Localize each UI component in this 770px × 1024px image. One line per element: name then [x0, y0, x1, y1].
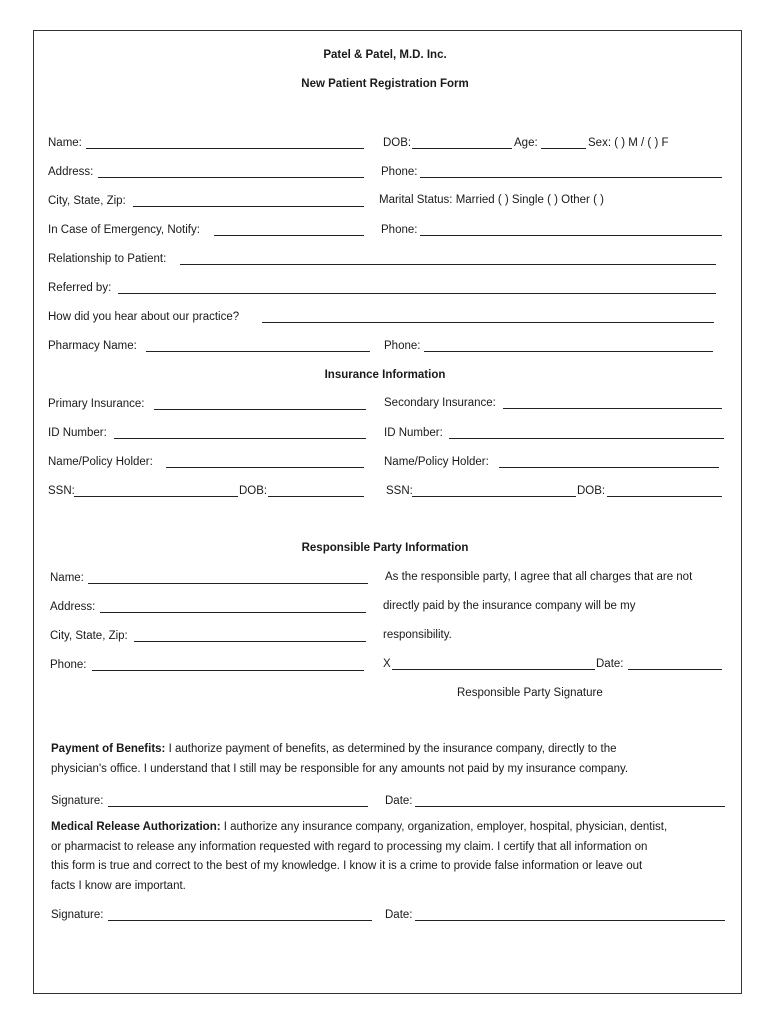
- patient-address-field[interactable]: [98, 177, 364, 178]
- patient-city-label: City, State, Zip:: [48, 195, 126, 207]
- primary-insurance-label: Primary Insurance:: [48, 398, 145, 410]
- benefits-signature-field[interactable]: [108, 806, 368, 807]
- responsible-signature-field[interactable]: [392, 669, 595, 670]
- patient-name-label: Name:: [48, 137, 82, 149]
- secondary-ssn-field[interactable]: [412, 496, 576, 497]
- primary-holder-field[interactable]: [166, 467, 364, 468]
- pharmacy-phone-label: Phone:: [384, 340, 421, 352]
- emergency-contact-field[interactable]: [214, 235, 364, 236]
- patient-sex-options[interactable]: Sex: ( ) M / ( ) F: [588, 137, 669, 149]
- responsible-name-field[interactable]: [88, 583, 368, 584]
- how-heard-label: How did you hear about our practice?: [48, 311, 240, 323]
- primary-insurance-field[interactable]: [154, 409, 366, 410]
- secondary-ssn-label: SSN:: [386, 485, 413, 497]
- patient-age-field[interactable]: [541, 148, 586, 149]
- primary-ssn-field[interactable]: [74, 496, 238, 497]
- benefits-line1: I authorize payment of benefits, as determined by the insurance company, directly to the: [165, 743, 617, 755]
- patient-dob-field[interactable]: [412, 148, 512, 149]
- release-line4: facts I know are important.: [51, 879, 186, 892]
- secondary-dob-label: DOB:: [577, 485, 606, 497]
- primary-holder-label: Name/Policy Holder:: [48, 456, 153, 468]
- responsible-phone-label: Phone:: [50, 659, 87, 671]
- form-title: New Patient Registration Form: [301, 78, 469, 90]
- release-line2: or pharmacist to release any information requested with regard to processing my claim. I certify that all information on: [51, 840, 648, 853]
- release-label: Medical Release Authorization:: [51, 821, 221, 833]
- release-signature-label: Signature:: [51, 909, 104, 921]
- relationship-field[interactable]: [180, 264, 716, 265]
- benefits-line2: physician's office. I understand that I still may be responsible for any amounts not paid by my insurance company.: [51, 762, 629, 775]
- referred-by-field[interactable]: [118, 293, 716, 294]
- responsible-city-label: City, State, Zip:: [50, 630, 128, 642]
- primary-dob-field[interactable]: [268, 496, 364, 497]
- release-line3: this form is true and correct to the best of my knowledge. I know it is a crime to provide false information or leave out: [51, 860, 643, 872]
- emergency-contact-label: In Case of Emergency, Notify:: [48, 224, 200, 236]
- responsible-address-label: Address:: [50, 601, 96, 613]
- secondary-insurance-field[interactable]: [503, 408, 722, 409]
- responsible-address-field[interactable]: [100, 612, 366, 613]
- patient-dob-label: DOB:: [383, 137, 412, 149]
- responsible-agreement-line2: directly paid by the insurance company will be my: [383, 600, 636, 612]
- primary-dob-label: DOB:: [239, 485, 268, 497]
- responsible-signature-x: X: [383, 658, 391, 670]
- responsible-signature-caption: Responsible Party Signature: [457, 687, 603, 699]
- responsible-city-field[interactable]: [134, 641, 366, 642]
- benefits-signature-label: Signature:: [51, 795, 104, 807]
- responsible-date-label: Date:: [596, 658, 624, 670]
- responsible-agreement-line1: As the responsible party, I agree that all charges that are not: [385, 571, 693, 583]
- how-heard-field[interactable]: [262, 322, 714, 323]
- patient-name-field[interactable]: [86, 148, 364, 149]
- primary-id-field[interactable]: [114, 438, 366, 439]
- practice-name: Patel & Patel, M.D. Inc.: [323, 49, 447, 61]
- release-date-label: Date:: [385, 909, 413, 921]
- benefits-date-label: Date:: [385, 795, 413, 807]
- insurance-heading: Insurance Information: [324, 369, 446, 381]
- secondary-holder-label: Name/Policy Holder:: [384, 456, 489, 468]
- release-date-field[interactable]: [415, 920, 725, 921]
- release-line1: I authorize any insurance company, organization, employer, hospital, physician, dentist,: [220, 821, 668, 833]
- pharmacy-name-label: Pharmacy Name:: [48, 340, 137, 352]
- responsible-phone-field[interactable]: [92, 670, 364, 671]
- responsible-heading: Responsible Party Information: [301, 542, 469, 554]
- benefits-label: Payment of Benefits:: [51, 743, 166, 755]
- relationship-label: Relationship to Patient:: [48, 253, 167, 265]
- pharmacy-name-field[interactable]: [146, 351, 370, 352]
- emergency-phone-field[interactable]: [420, 235, 722, 236]
- patient-age-label: Age:: [514, 137, 538, 149]
- referred-by-label: Referred by:: [48, 282, 112, 294]
- primary-id-label: ID Number:: [48, 427, 107, 439]
- pharmacy-phone-field[interactable]: [424, 351, 713, 352]
- marital-status-options[interactable]: Marital Status: Married ( ) Single ( ) Other ( ): [379, 194, 604, 206]
- secondary-holder-field[interactable]: [499, 467, 719, 468]
- responsible-name-label: Name:: [50, 572, 84, 584]
- patient-city-field[interactable]: [133, 206, 364, 207]
- patient-phone-label: Phone:: [381, 166, 418, 178]
- responsible-date-field[interactable]: [628, 669, 722, 670]
- release-signature-field[interactable]: [108, 920, 372, 921]
- responsible-agreement-line3: responsibility.: [383, 629, 452, 641]
- benefits-date-field[interactable]: [415, 806, 725, 807]
- benefits-paragraph: [51, 740, 628, 779]
- patient-phone-field[interactable]: [420, 177, 722, 178]
- secondary-insurance-label: Secondary Insurance:: [384, 397, 496, 409]
- secondary-id-field[interactable]: [449, 438, 724, 439]
- release-paragraph: [51, 818, 667, 896]
- emergency-phone-label: Phone:: [381, 224, 418, 236]
- secondary-dob-field[interactable]: [607, 496, 722, 497]
- primary-ssn-label: SSN:: [48, 485, 75, 497]
- secondary-id-label: ID Number:: [384, 427, 443, 439]
- patient-address-label: Address:: [48, 166, 94, 178]
